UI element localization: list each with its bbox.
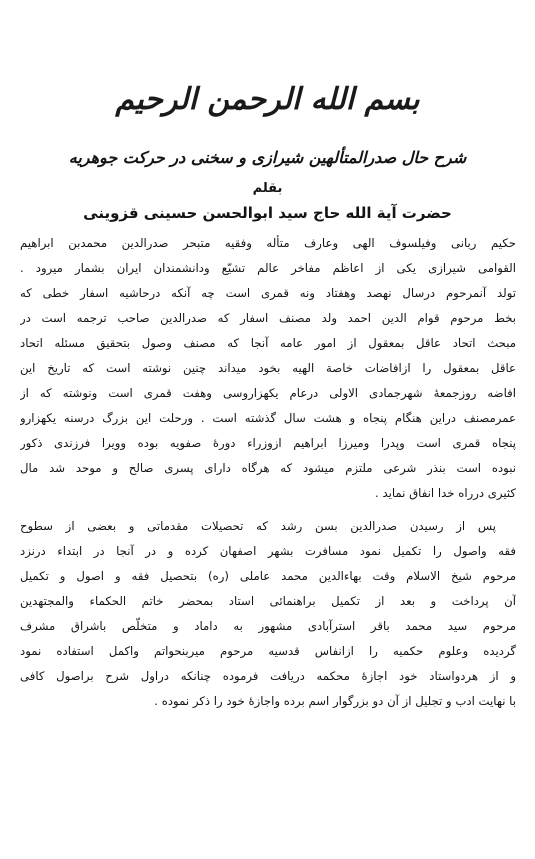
paragraph-1-line: کثیری درراه خدا انفاق نماید . <box>375 486 516 500</box>
paragraph-1-line: افاضه روزجمعهٔ شهرجمادی الاولی درعام یکهزاروسی وهفت قمری است ونوشته که از <box>20 386 516 400</box>
paragraph-1-line: القوامی شیرازی یکی از اعاظم مفاخر عالم تشیّع ودانشمندان ایران بشمار میرود . <box>20 261 516 275</box>
paragraph-1-line: بخط مرحوم قوام الدین احمد ولد مصنف اسفار که صدرالدین صاحب ترجمه است در <box>20 311 516 325</box>
paragraph-1-line: تولد آنمرحوم درسال نهصد وهفتاد ونه قمری است چه آنکه درحاشیه اسفار خطی که <box>20 286 516 300</box>
paragraph-2-line: مرحوم شیخ الاسلام وقت بهاءالدین محمد عاملی (ره) بتحصیل فقه و اصول و تکمیل <box>20 569 516 583</box>
paragraph-2-line: آن پرداخت و بعد از تکمیل براهنمائی استاد بمحضر خاتم الحکماء والمجتهدین <box>20 594 516 608</box>
paragraph-1-line: حکیم ربانی وفیلسوف الهی وعارف متأله وفقیه متبحر صدرالدین محمدبن ابراهیم <box>20 236 516 250</box>
paragraph-2-line: فقه واصول را تکمیل نمود مسافرت بشهر اصفهان کرده و در آنجا در ابتداء درنزد <box>20 544 516 558</box>
byline: بقلم <box>252 181 283 196</box>
paragraph-1-line: عاقل بمعقول را ازافاضات خاصة الهیه بخود میداند چنین نوشته است که تاریخ این <box>20 361 516 375</box>
paragraph-2-line: و از هردواستاد خود اجازهٔ محکمه دریافت فرموده چنانکه دراول شرح براصول کافی <box>20 669 516 683</box>
paragraph-1-line: پنجاه قمری است وپدرا ومیرزا ابراهیم ازوزراء دورهٔ صفویه بوده وویرا فرزندی ذکور <box>20 436 516 450</box>
basmala-heading: بسم الله الرحمن الرحیم <box>115 82 420 117</box>
paragraph-1-line: مبحث اتحاد عاقل بمعقول از امور عامه آنجا که مصنف وصول بتحقیق مسئله اتحاد <box>20 336 516 350</box>
paragraph-1-line: عمرمصنف دراین هنگام پنجاه و هشت سال گذشته است . ورحلت این بزرگ درسنه یکهزارو <box>20 411 516 425</box>
paragraph-2-line: با نهایت ادب و تجلیل از آن دو بزرگوار اسم برده واجازهٔ خود را ذکر نموده . <box>154 694 516 708</box>
document-title: شرح حال صدرالمتألهین شیرازی و سخنی در حرکت جوهریه <box>68 148 467 167</box>
paragraph-2-line: مرحوم سید محمد باقر استرآبادی مشهور به داماد و متخلّص باشراق مشرف <box>20 619 516 633</box>
paragraph-2-line: پس از رسیدن صدرالدین بسن رشد که تحصیلات مقدماتی و بعضی از سطوح <box>20 519 496 533</box>
paragraph-1-line: نبوده است بنذر شرعی ملتزم میشود که هرگاه دارای پسری صالح و موحد شد مال <box>20 461 516 475</box>
paragraph-2-line: گردیده وعلوم حکمیه را ازانفاس قدسیه مرحوم میربنحواتم واکمل استفاده نمود <box>20 644 516 658</box>
author-name: حضرت آیة الله حاج سید ابوالحسن حسینی قزوینی <box>83 204 452 222</box>
